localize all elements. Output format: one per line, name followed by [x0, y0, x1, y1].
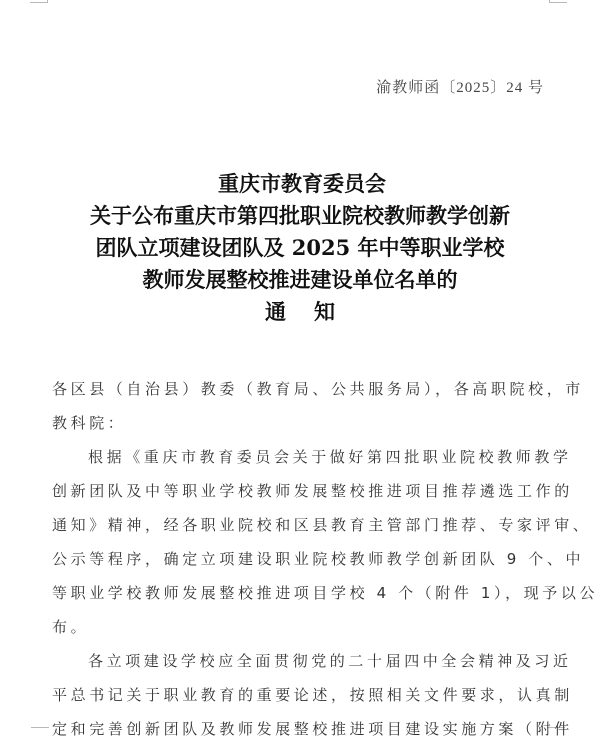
crop-mark-bottom-left	[31, 727, 49, 731]
title-line-3: 团队立项建设团队及 2025 年中等职业学校	[95, 235, 505, 260]
crop-mark-top-left	[30, 0, 48, 3]
title-line-4: 教师发展整校推进建设单位名单的	[142, 267, 458, 292]
addressee	[52, 372, 584, 440]
title-notice: 通知	[265, 299, 363, 324]
document-number: 渝教师函〔2025〕24 号	[376, 80, 544, 96]
paragraph-line: 定和完善创新团队及教师发展整校推进项目建设实施方案（附件	[52, 720, 573, 738]
paragraph-line: 公示等程序，确定立项建设职业院校教师教学创新团队 9 个、中	[52, 550, 585, 568]
paragraph-line: 等职业学校教师发展整校推进项目学校 4 个（附件 1），现予以公	[52, 584, 599, 602]
addressee-line: 各区县（自治县）教委（教育局、公共服务局），各高职院校，市	[52, 380, 584, 398]
paragraph-line: 根据《重庆市教育委员会关于做好第四批职业院校教师教学	[88, 448, 572, 466]
document-body	[52, 372, 599, 746]
paragraph-2	[52, 644, 573, 746]
paragraph-line: 通知》精神，经各职业院校和区县教育主管部门推荐、专家评审、	[52, 516, 592, 534]
document-title	[0, 168, 600, 328]
title-line-2: 关于公布重庆市第四批职业院校教师教学创新	[90, 203, 510, 228]
title-issuer: 重庆市教育委员会	[218, 171, 386, 196]
crop-mark-top-right	[549, 0, 567, 3]
paragraph-line: 布。	[52, 618, 90, 636]
paragraph-1	[52, 440, 599, 644]
addressee-line: 教科院：	[52, 414, 127, 432]
paragraph-line: 创新团队及中等职业学校教师发展整校推进项目推荐遴选工作的	[52, 482, 573, 500]
paragraph-line: 平总书记关于职业教育的重要论述，按照相关文件要求，认真制	[52, 686, 573, 704]
paragraph-line: 各立项建设学校应全面贯彻党的二十届四中全会精神及习近	[88, 652, 572, 670]
